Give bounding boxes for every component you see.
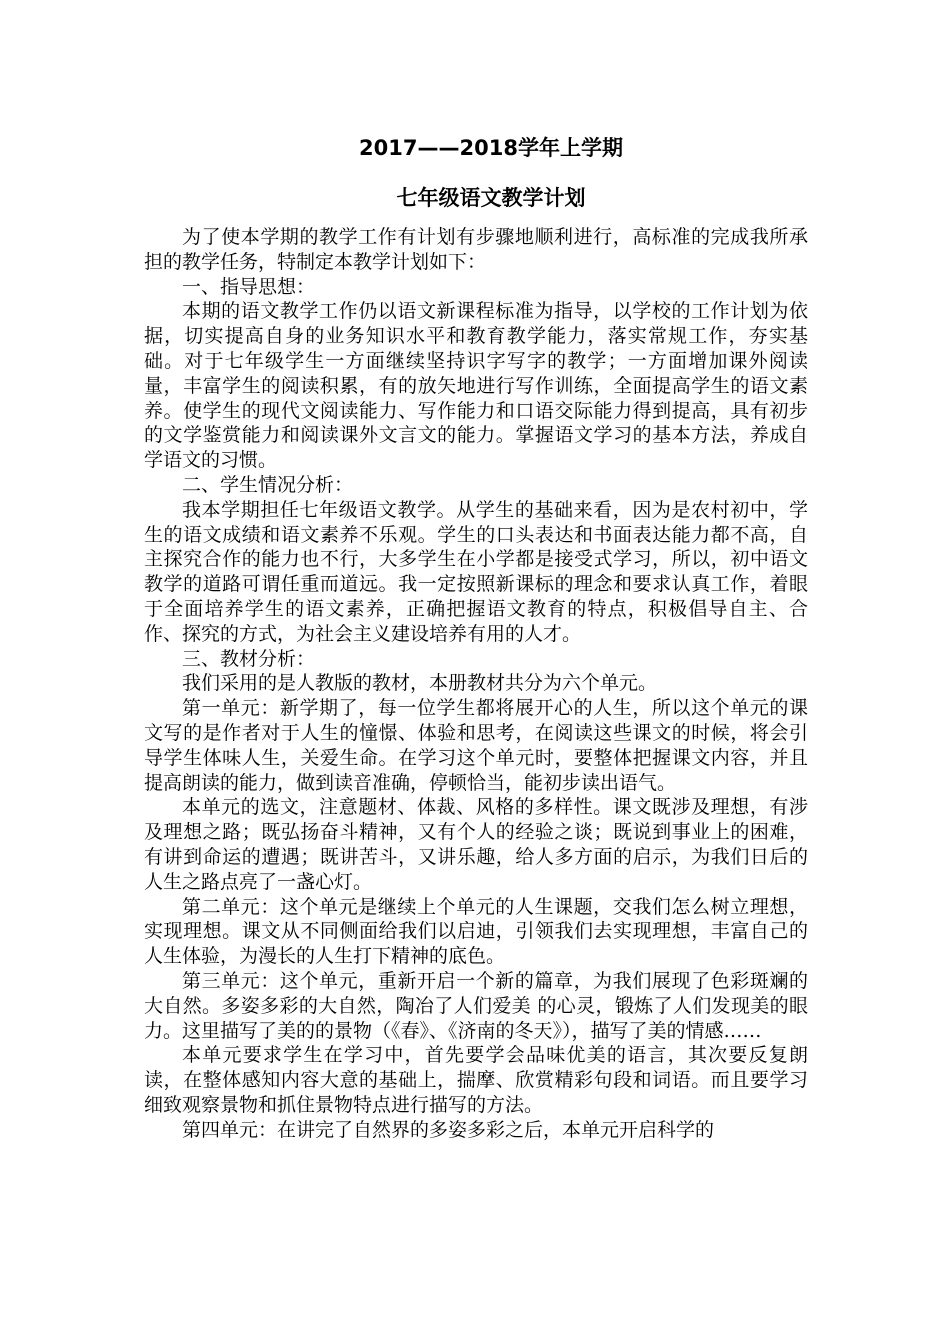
textbook-overview-paragraph: 我们采用的是人教版的教材，本册教材共分为六个单元。 bbox=[182, 672, 658, 695]
unit-one-paragraph: 第一单元：新学期了，每一位学生都将展开心的人生，所以这个单元的课文写的是作者对于人生的憧憬、体验和思考，在阅读这些课文的时候，将会引导学生体味人生，关爱生命。在学习这个单元时，要整体把握课文内容，并且提高朗读的能力，做到读音准确，停顿恰当，能初步读出语气。 bbox=[144, 697, 808, 794]
section-heading-guiding-ideas: 一、指导思想： bbox=[182, 275, 316, 298]
guiding-ideas-paragraph: 本期的语文教学工作仍以语文新课程标准为指导，以学校的工作计划为依据，切实提高自身的业务知识水平和教育教学能力，落实常规工作，夯实基础。对于七年级学生一方面继续坚持识字写字的教学；一方面增加课外阅读量，丰富学生的阅读积累，有的放矢地进行写作训练，全面提高学生的语文素养。使学生的现代文阅读能力、写作能力和口语交际能力得到提高，具有初步的文学鉴赏能力和阅读课外文言文的能力。掌握语文学习的基本方法，养成自学语文的习惯。 bbox=[144, 300, 808, 472]
document-title-plan: 七年级语文教学计划 bbox=[396, 186, 586, 210]
unit-three-requirements-paragraph: 本单元要求学生在学习中，首先要学会品味优美的语言，其次要反复朗读，在整体感知内容大意的基础上，揣摩、欣赏精彩句段和词语。而且要学习细致观察景物和抓住景物特点进行描写的方法。 bbox=[144, 1044, 808, 1116]
unit-one-selection-paragraph: 本单元的选文，注意题材、体裁、风格的多样性。课文既涉及理想，有涉及理想之路；既弘扬奋斗精神，又有个人的经验之谈；既说到事业上的困难，有讲到命运的遭遇；既讲苦斗，又讲乐趣，给人多方面的启示，为我们日后的人生之路点亮了一盏心灯。 bbox=[144, 796, 808, 893]
section-heading-student-analysis: 二、学生情况分析： bbox=[182, 473, 354, 496]
unit-two-paragraph: 第二单元：这个单元是继续上个单元的人生课题，交我们怎么树立理想，实现理想。课文从不同侧面给我们以启迪，引领我们去实现理想，丰富自己的人生体验，为漫长的人生打下精神的底色。 bbox=[144, 895, 808, 968]
document-body bbox=[144, 225, 808, 1142]
unit-four-paragraph: 第四单元：在讲完了自然界的多姿多彩之后，本单元开启科学的 bbox=[182, 1118, 715, 1141]
student-analysis-paragraph: 我本学期担任七年级语文教学。从学生的基础来看，因为是农村初中，学生的语文成绩和语文素养不乐观。学生的口头表达和书面表达能力都不高，自主探究合作的能力也不行，大多学生在小学都是接受式学习，所以，初中语文教学的道路可谓任重而道远。我一定按照新课标的理念和要求认真工作，着眼于全面培养学生的语文素养，正确把握语文教育的特点，积极倡导自主、合作、探究的方式，为社会主义建设培养有用的人才。 bbox=[144, 498, 808, 645]
unit-three-paragraph: 第三单元：这个单元，重新开启一个新的篇章，为我们展现了色彩斑斓的大自然。多姿多彩的大自然，陶冶了人们爱美 的心灵，锻炼了人们发现美的眼力。这里描写了美的的景物（《春》、《济南的冬天》），描写了美的情感…… bbox=[144, 969, 808, 1042]
section-heading-textbook-analysis: 三、教材分析： bbox=[182, 647, 316, 670]
document-title-year: 2017——2018学年上学期 bbox=[359, 136, 623, 160]
intro-paragraph: 为了使本学期的教学工作有计划有步骤地顺利进行，高标准的完成我所承担的教学任务，特制定本教学计划如下： bbox=[144, 226, 808, 273]
